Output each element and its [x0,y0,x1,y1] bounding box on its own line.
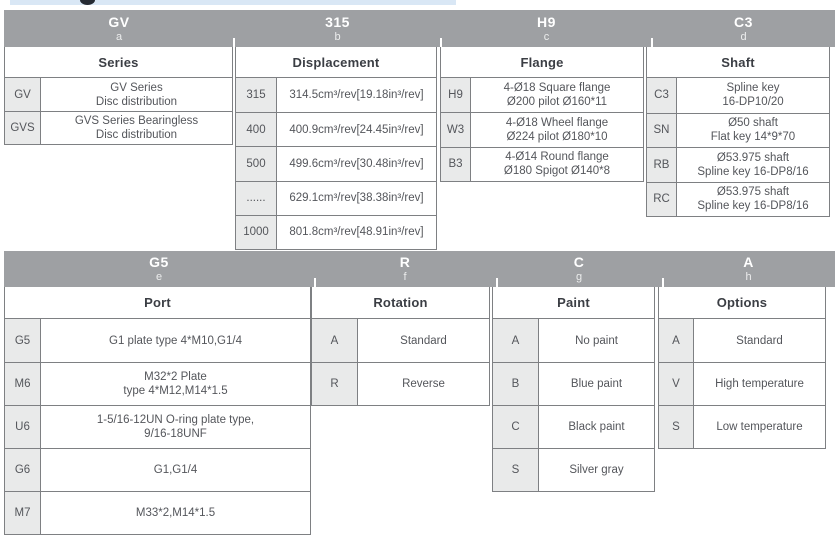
top-clipped-highlight [10,0,456,5]
bar-segment-f [314,251,496,287]
row-code: RB [647,148,677,182]
row-code: GVS [5,112,41,144]
model-code-bar-2 [4,251,835,287]
row-code: C3 [647,78,677,113]
row-code: S [493,449,539,491]
row-code: U6 [5,406,41,448]
row-desc: 801.8cm³/rev[48.91in³/rev] [289,226,424,239]
row-desc: 314.5cm³/rev[19.18in³/rev] [289,89,424,102]
displacement-table [235,77,437,250]
table-row [236,181,436,215]
row-code: A [659,319,694,362]
bar-code-e: G5 [149,254,169,270]
flange-table [440,77,644,182]
table-row [236,215,436,249]
bar-divider-tick [233,38,235,47]
row-code: A [312,319,358,362]
row-desc: No paint [575,334,618,347]
table-row [5,448,310,491]
table-row [647,113,829,148]
row-desc: GV Series Disc distribution [95,81,178,108]
row-code: R [312,363,358,405]
row-desc: 4-Ø14 Round flange Ø180 Spigot Ø140*8 [503,151,611,178]
row-desc: Blue paint [570,378,623,390]
shaft-table [646,77,830,217]
series-table [4,77,233,145]
row-code: B3 [441,148,471,181]
row-desc: Low temperature [716,421,803,433]
bar-divider-tick [314,278,316,287]
row-code: C [493,406,539,448]
row-desc: M32*2 Plate type 4*M12,M14*1.5 [123,371,228,397]
bar-letter-f: f [403,271,407,283]
row-code: B [493,363,539,405]
table-row [441,147,643,181]
row-code: V [659,363,694,405]
bar-divider-tick [662,278,664,287]
bar-letter-c: c [543,30,550,43]
table-row [647,147,829,182]
row-desc: Ø50 shaft Flat key 14*9*70 [710,117,796,144]
bar-divider-tick [440,38,442,47]
port-header: Port [4,287,311,318]
table-row [493,405,654,448]
row-desc: Ø53.975 shaft Spline key 16-DP8/16 [697,151,809,178]
flange-header: Flange [440,47,644,77]
table-row [441,112,643,146]
row-desc: G1,G1/4 [153,464,198,476]
row-code: ...... [236,182,277,215]
bar-segment-d [652,10,835,47]
table-row [5,405,310,448]
row-code: A [493,319,539,362]
paint-table [492,318,655,492]
row-code: GV [5,78,41,111]
table-row [493,362,654,405]
row-desc: 1-5/16-12UN O-ring plate type, 9/16-18UNF [96,414,255,440]
bar-letter-a: a [115,30,123,43]
row-desc: 499.6cm³/rev[30.48in³/rev] [289,157,424,170]
table-row [659,362,825,405]
row-code: H9 [441,78,471,112]
table-row [5,319,310,362]
table-row [236,78,436,112]
row-desc: 629.1cm³/rev[38.38in³/rev] [289,192,424,205]
table-row [236,112,436,146]
top-clipped-dot [80,0,95,5]
bar-letter-e: e [155,271,163,283]
paint-header: Paint [492,287,655,318]
shaft-header: Shaft [646,47,830,77]
table-row [312,362,489,405]
bar-code-a: GV [108,13,130,30]
bar-code-f: R [399,254,411,270]
table-row [647,182,829,217]
row-desc: High temperature [715,378,804,390]
rotation-header: Rotation [311,287,490,318]
row-code: 1000 [236,216,277,249]
row-code: SN [647,114,677,148]
port-table [4,318,311,535]
row-code: W3 [441,113,471,146]
row-desc: Standard [736,334,783,347]
row-desc: GVS Series Bearingless Disc distribution [74,115,199,141]
bar-segment-h [662,251,835,287]
row-desc: Ø53.975 shaft Spline key 16-DP8/16 [697,186,809,213]
bar-divider-tick [496,278,498,287]
bar-code-h: A [743,254,754,270]
row-desc: 4-Ø18 Wheel flange Ø224 pilot Ø180*10 [505,116,609,143]
table-row [5,491,310,534]
displacement-header: Displacement [235,47,437,77]
bar-code-c: H9 [537,13,556,30]
table-row [659,405,825,448]
options-header: Options [658,287,826,318]
row-code: G5 [5,319,41,362]
bar-segment-c [441,10,652,47]
table-row [5,111,232,144]
table-row [236,146,436,180]
row-code: M7 [5,492,41,534]
row-desc: Black paint [568,421,625,433]
row-code: RC [647,183,677,217]
row-desc: Silver gray [569,464,624,476]
row-code: G6 [5,449,41,491]
row-desc: Standard [400,334,447,347]
model-code-bar-1 [4,10,835,47]
rotation-table [311,318,490,406]
series-header: Series [4,47,233,77]
table-row [659,319,825,362]
bar-letter-g: g [575,271,583,283]
row-desc: Spline key 16-DP10/20 [722,82,784,109]
bar-segment-e [4,251,314,287]
row-desc: 400.9cm³/rev[24.45in³/rev] [289,123,424,136]
bar-segment-b [234,10,441,47]
table-row [5,362,310,405]
table-row [647,78,829,113]
row-desc: Reverse [402,378,445,390]
table-row [5,78,232,111]
table-row [493,319,654,362]
table-row [312,319,489,362]
bar-letter-h: h [745,271,752,283]
row-code: 400 [236,113,277,146]
options-table [658,318,826,449]
bar-segment-g [496,251,662,287]
row-desc: M33*2,M14*1.5 [135,507,216,519]
row-code: S [659,406,694,448]
bar-code-d: C3 [734,13,753,30]
bar-letter-b: b [334,30,341,43]
row-code: M6 [5,363,41,405]
row-code: 500 [236,147,277,180]
bar-divider-tick [651,38,653,47]
row-desc: G1 plate type 4*M10,G1/4 [109,334,242,347]
table-row [441,78,643,112]
bar-segment-a [4,10,234,47]
table-row [493,448,654,491]
bar-code-b: 315 [325,13,350,30]
bar-code-g: C [573,254,585,270]
row-code: 315 [236,78,277,112]
bar-letter-d: d [740,30,747,43]
row-desc: 4-Ø18 Square flange Ø200 pilot Ø160*11 [503,82,611,109]
